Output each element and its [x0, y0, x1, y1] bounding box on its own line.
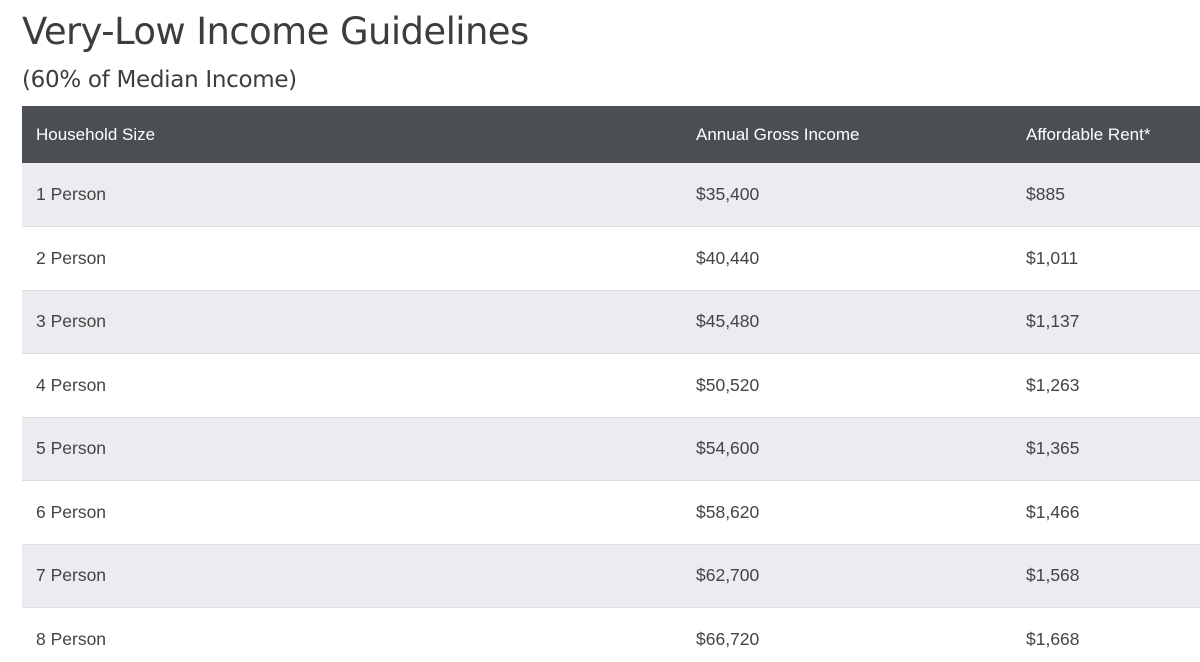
affordable-rent-cell: $1,466 [1026, 501, 1080, 522]
table-header [22, 106, 1200, 163]
annual-income-cell: $66,720 [696, 628, 760, 649]
annual-income-cell: $35,400 [696, 184, 760, 204]
annual-income-cell: $40,440 [696, 247, 760, 268]
header-annual-gross-income: Annual Gross Income [696, 124, 860, 144]
table-body [22, 163, 1200, 662]
affordable-rent-cell: $885 [1026, 184, 1065, 204]
header-household-size: Household Size [36, 124, 156, 144]
household-size-cell: 4 Person [36, 374, 107, 395]
page-subtitle: (60% of Median Income) [22, 67, 297, 93]
table-row [22, 227, 1200, 291]
household-size-cell: 8 Person [36, 628, 107, 649]
household-size-cell: 6 Person [36, 501, 107, 522]
table-row [22, 544, 1200, 608]
annual-income-cell: $50,520 [696, 374, 760, 395]
annual-income-cell: $58,620 [696, 501, 760, 522]
table-row [22, 481, 1200, 545]
table-row [22, 163, 1200, 227]
header-row [22, 106, 1200, 163]
affordable-rent-cell: $1,263 [1026, 374, 1080, 395]
household-size-cell: 1 Person [36, 184, 107, 204]
page-title: Very-Low Income Guidelines [22, 10, 529, 53]
income-table-container [22, 106, 1200, 662]
table-row [22, 417, 1200, 481]
affordable-rent-cell: $1,668 [1026, 628, 1080, 649]
affordable-rent-cell: $1,568 [1026, 565, 1080, 586]
household-size-cell: 2 Person [36, 247, 107, 268]
household-size-cell: 7 Person [36, 565, 107, 586]
annual-income-cell: $45,480 [696, 311, 760, 332]
household-size-cell: 3 Person [36, 311, 107, 332]
annual-income-cell: $54,600 [696, 438, 760, 459]
table-row [22, 290, 1200, 354]
table-row [22, 608, 1200, 662]
income-table [22, 106, 1200, 662]
annual-income-cell: $62,700 [696, 565, 760, 586]
affordable-rent-cell: $1,365 [1026, 438, 1080, 459]
affordable-rent-cell: $1,011 [1026, 247, 1079, 268]
household-size-cell: 5 Person [36, 438, 107, 459]
header-affordable-rent: Affordable Rent* [1026, 124, 1151, 144]
table-row [22, 354, 1200, 418]
affordable-rent-cell: $1,137 [1026, 311, 1080, 332]
